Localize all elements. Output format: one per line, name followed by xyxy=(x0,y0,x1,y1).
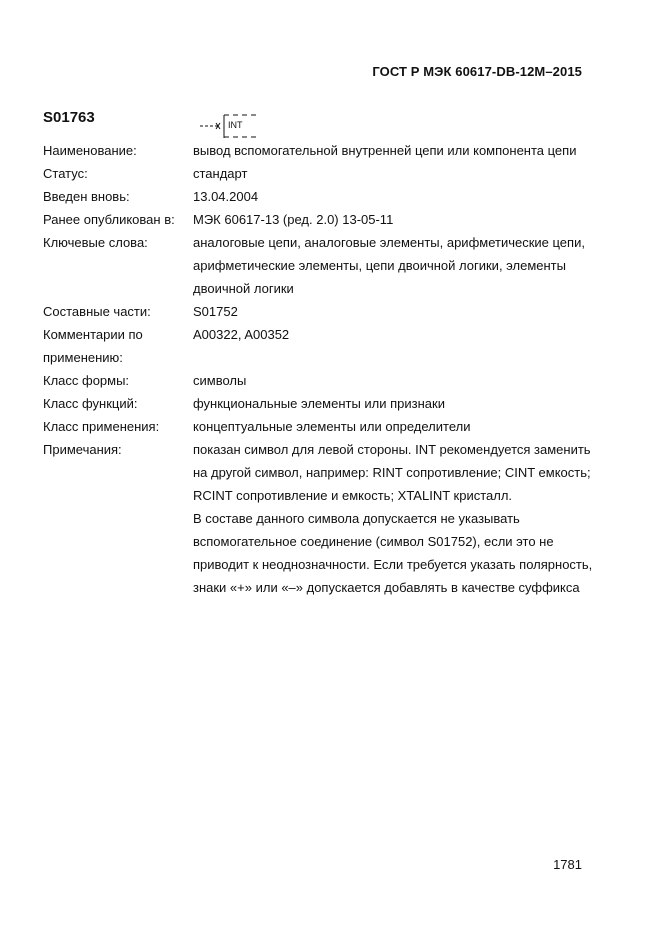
field-row xyxy=(43,323,603,369)
field-row xyxy=(43,231,603,300)
field-list xyxy=(43,139,603,599)
field-row xyxy=(43,185,603,208)
field-row xyxy=(43,415,603,438)
auxiliary-output-symbol-icon xyxy=(198,110,262,138)
field-key: Ключевые слова: xyxy=(43,235,148,250)
field-row xyxy=(43,139,603,162)
field-key: Примечания: xyxy=(43,442,122,457)
field-key: Класс формы: xyxy=(43,373,130,388)
field-row xyxy=(43,208,603,231)
field-key: Комментарии по применению: xyxy=(43,327,143,365)
field-key: Наименование: xyxy=(43,143,137,158)
symbol-label: INT xyxy=(228,120,243,130)
field-value: вывод вспомогательной внутренней цепи или компонента цепи xyxy=(193,143,577,158)
field-value: МЭК 60617-13 (ред. 2.0) 13-05-11 xyxy=(193,212,394,227)
field-key: Класс функций: xyxy=(43,396,138,411)
field-value: символы xyxy=(193,373,247,388)
field-value xyxy=(193,438,603,599)
field-key: Класс применения: xyxy=(43,419,160,434)
field-row xyxy=(43,438,603,599)
field-row xyxy=(43,369,603,392)
field-row xyxy=(43,162,603,185)
notes-paragraph: показан символ для левой стороны. INT рекомендуется заменить на другой символ, например: RINT сопротивление; CINT емкость; RCINT сопротивление и емкость; XTALINT кристалл. xyxy=(193,442,591,503)
field-value: концептуальные элементы или определители xyxy=(193,419,471,434)
field-key: Статус: xyxy=(43,166,88,181)
field-key: Ранее опубликован в: xyxy=(43,212,175,227)
field-value: функциональные элементы или признаки xyxy=(193,396,445,411)
symbol-code: S01763 xyxy=(43,109,95,126)
field-value: S01752 xyxy=(193,304,238,319)
field-value: стандарт xyxy=(193,166,248,181)
field-row xyxy=(43,392,603,415)
field-key: Составные части: xyxy=(43,304,151,319)
field-value: A00322, A00352 xyxy=(193,327,290,342)
field-value: 13.04.2004 xyxy=(193,189,259,204)
page-number: 1781 xyxy=(553,857,582,872)
field-key: Введен вновь: xyxy=(43,189,130,204)
field-row xyxy=(43,300,603,323)
notes-paragraph: В составе данного символа допускается не указывать вспомогательное соединение (символ S01752), если это не приводит к неоднозначности. Если требуется указать полярность, знаки «+» или «–» допускается добавлять в качестве суффикса xyxy=(193,511,593,595)
field-value: аналоговые цепи, аналоговые элементы, арифметические цепи, арифметические элементы, цепи двоичной логики, элементы двоичной логики xyxy=(193,235,585,296)
document-header: ГОСТ Р МЭК 60617-DB-12M–2015 xyxy=(372,64,582,79)
